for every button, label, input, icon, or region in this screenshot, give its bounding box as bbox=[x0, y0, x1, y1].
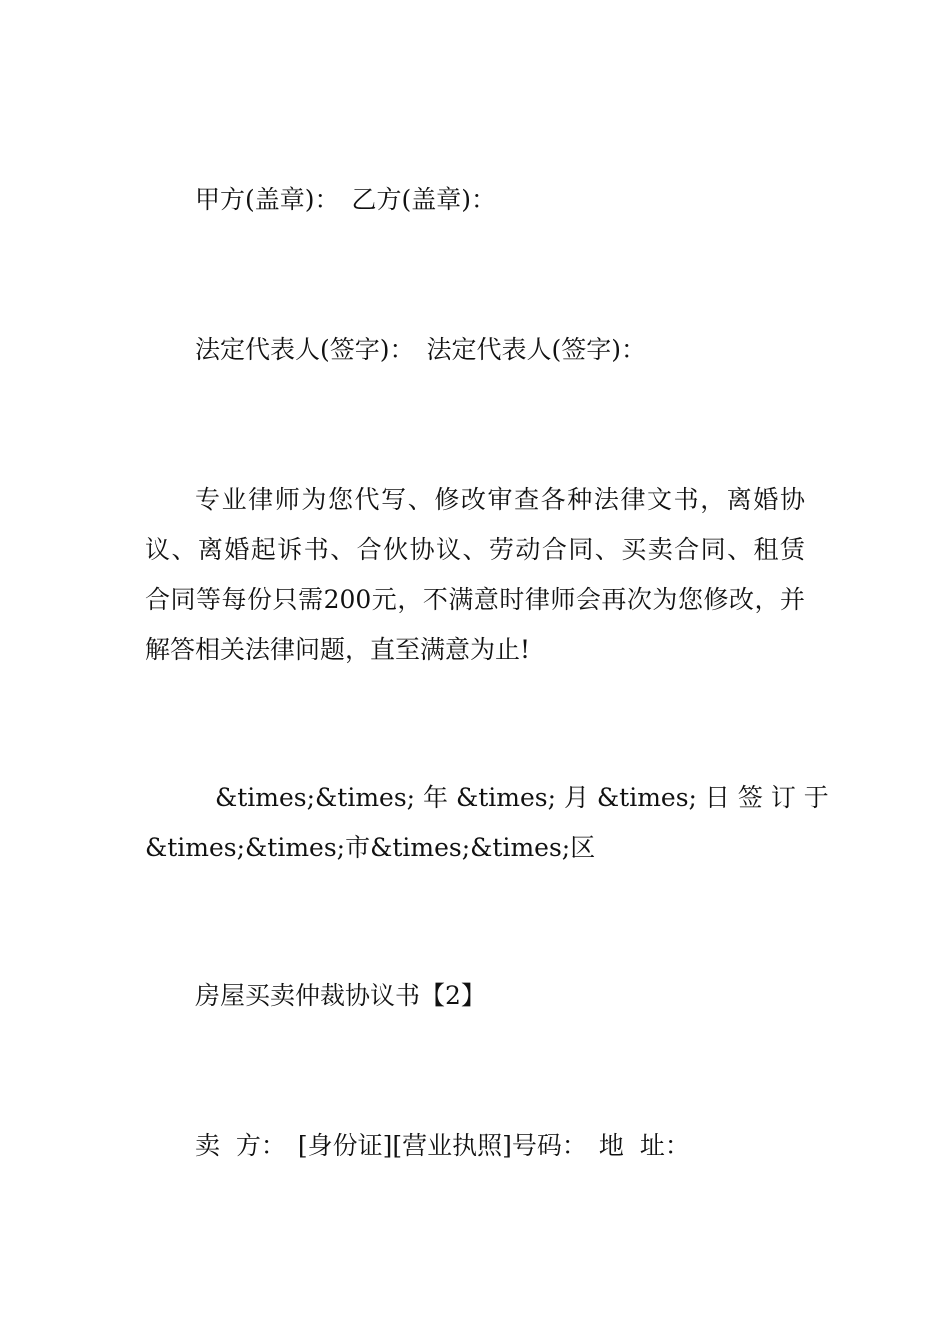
signing-line-1: &times;&times; 年 &times; 月 &times; 日 签 订 于 bbox=[215, 783, 829, 812]
party-a-representative-label: 法定代表人(签字)： bbox=[195, 335, 415, 364]
seller-address-label: 地 址： bbox=[598, 1131, 690, 1160]
advert-line-2: 议、离婚起诉书、合伙协议、劳动合同、买卖合同、租赁 bbox=[145, 535, 805, 564]
party-b-representative-label: 法定代表人(签字)： bbox=[426, 335, 647, 364]
signing-line-2: &times;&times;市&times;&times;区 bbox=[145, 833, 596, 862]
party-a-seal-label: 甲方(盖章)： bbox=[195, 185, 340, 214]
signature-row-representative bbox=[195, 325, 646, 375]
seller-label: 卖 方： bbox=[195, 1131, 286, 1160]
advert-line-1: 专业律师为您代写、修改审查各种法律文书，离婚协 bbox=[195, 485, 805, 514]
seller-id-label: [身份证][营业执照]号码： bbox=[297, 1131, 587, 1160]
advert-line-4: 解答相关法律问题，直至满意为止! bbox=[145, 635, 531, 664]
advert-line-3: 合同等每份只需200元，不满意时律师会再次为您修改，并 bbox=[145, 585, 805, 614]
seller-info-row bbox=[195, 1121, 690, 1171]
signature-row-seal bbox=[195, 175, 496, 225]
party-b-seal-label: 乙方(盖章)： bbox=[351, 185, 497, 214]
advert-paragraph bbox=[145, 475, 805, 675]
signing-place-date bbox=[145, 773, 829, 873]
document-heading: 房屋买卖仲裁协议书【2】 bbox=[195, 981, 486, 1010]
